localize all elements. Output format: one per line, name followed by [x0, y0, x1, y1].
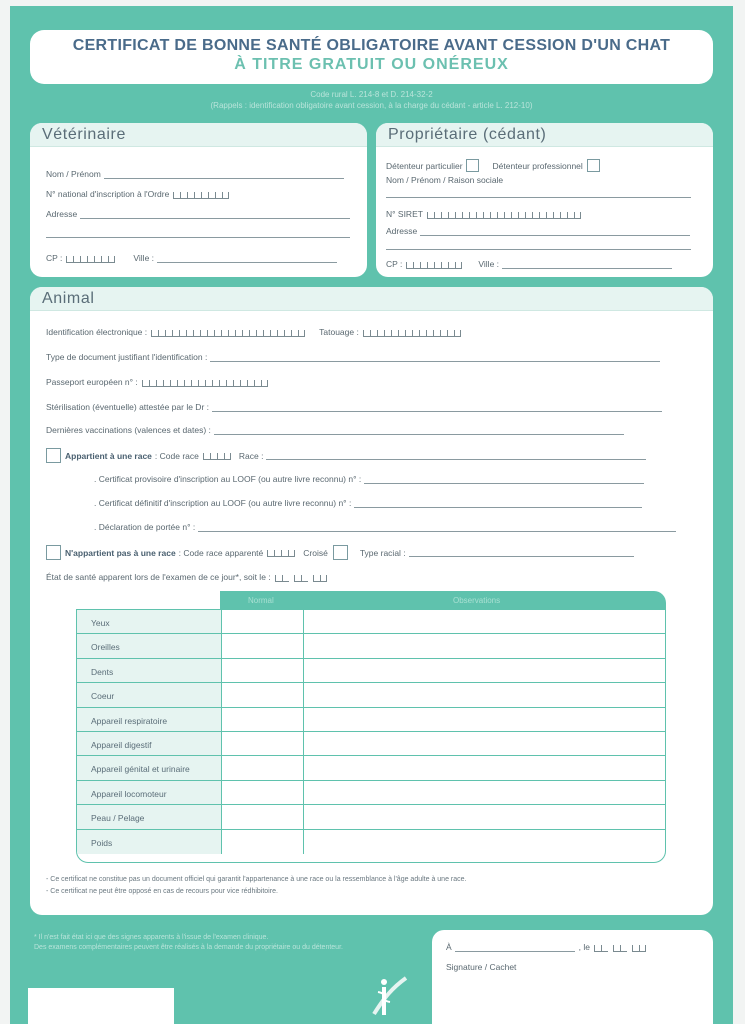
etat-sante-row[interactable]	[46, 572, 327, 582]
code-race-apparente-label: : Code race apparenté	[178, 547, 264, 558]
col-observations-header: Observations	[453, 596, 501, 605]
prop-cp-label: CP :	[386, 259, 403, 269]
signature-lieu-row[interactable]	[446, 942, 646, 952]
row-label: Appareil locomoteur	[77, 781, 222, 804]
croise-checkbox[interactable]	[333, 545, 348, 560]
normal-cell[interactable]	[222, 683, 304, 706]
signature-label: Signature / Cachet	[446, 962, 517, 972]
animal-identification-row[interactable]	[46, 327, 461, 337]
vet-cp-boxes[interactable]	[66, 254, 115, 263]
row-label: Oreilles	[77, 634, 222, 657]
prop-cp-row[interactable]	[386, 259, 672, 269]
prop-siret-row[interactable]	[386, 209, 581, 219]
vaccinations-row[interactable]	[46, 425, 624, 435]
prop-professionnel-label: Détenteur professionnel	[492, 160, 583, 171]
row-label: Coeur	[77, 683, 222, 706]
type-document-label: Type de document justifiant l'identification :	[46, 352, 208, 362]
row-label: Yeux	[77, 610, 222, 633]
croise-label: Croisé	[303, 547, 328, 558]
normal-cell[interactable]	[222, 781, 304, 804]
appartient-race-checkbox[interactable]	[46, 448, 61, 463]
observations-cell[interactable]	[304, 708, 665, 731]
napp-race-checkbox[interactable]	[46, 545, 61, 560]
cert-provisoire-field[interactable]	[364, 475, 644, 484]
declaration-portee-label: . Déclaration de portée n° :	[94, 522, 196, 532]
vet-ordre-label: N° national d'inscription à l'Ordre	[46, 189, 170, 199]
observations-cell[interactable]	[304, 683, 665, 706]
vet-ordre-boxes[interactable]	[173, 190, 229, 199]
row-label: Poids	[77, 830, 222, 854]
row-label: Dents	[77, 659, 222, 682]
type-racial-field[interactable]	[409, 548, 634, 557]
observations-cell[interactable]	[304, 830, 665, 854]
observations-cell[interactable]	[304, 805, 665, 828]
title-box	[30, 30, 713, 84]
page-subtitle: À TITRE GRATUIT OU ONÉREUX	[234, 56, 509, 73]
vet-nom-row[interactable]	[46, 169, 344, 179]
tatouage-boxes[interactable]	[363, 328, 461, 337]
vet-cp-label: CP :	[46, 253, 63, 263]
table-row	[77, 781, 665, 805]
row-label: Appareil respiratoire	[77, 708, 222, 731]
napp-race-row[interactable]	[46, 545, 634, 560]
prop-ville-label: Ville :	[478, 259, 500, 269]
race-field[interactable]	[266, 451, 646, 460]
sterilisation-row[interactable]	[46, 402, 662, 412]
observations-cell[interactable]	[304, 610, 665, 633]
cert-provisoire-row[interactable]	[94, 474, 644, 484]
type-document-field[interactable]	[210, 353, 660, 362]
vet-adresse-row-2[interactable]	[46, 229, 350, 238]
table-row	[77, 610, 665, 634]
code-race-label: : Code race	[154, 450, 199, 461]
cert-definitif-field[interactable]	[354, 499, 642, 508]
cert-provisoire-label: . Certificat provisoire d'inscription au LOOF (ou autre livre reconnu) n° :	[94, 474, 362, 484]
prop-nom-field[interactable]	[386, 189, 691, 198]
proprietaire-heading: Propriétaire (cédant)	[376, 123, 713, 147]
vet-adresse-field-2[interactable]	[46, 229, 350, 238]
observations-cell[interactable]	[304, 756, 665, 779]
health-table	[76, 609, 666, 863]
table-row	[77, 683, 665, 707]
vet-ordre-row[interactable]	[46, 189, 229, 199]
type-racial-label: Type racial :	[359, 547, 406, 558]
observations-cell[interactable]	[304, 732, 665, 755]
table-row	[77, 708, 665, 732]
row-label: Appareil digestif	[77, 732, 222, 755]
normal-cell[interactable]	[222, 732, 304, 755]
prop-siret-boxes[interactable]	[427, 210, 581, 219]
normal-cell[interactable]	[222, 830, 304, 854]
etat-sante-date-boxes[interactable]	[275, 573, 327, 582]
table-row	[77, 805, 665, 829]
table-row	[77, 634, 665, 658]
observations-cell[interactable]	[304, 659, 665, 682]
footnote-1: * Il n'est fait état ici que des signes apparents à l'issue de l'examen clinique.	[34, 934, 269, 941]
prop-nom-label: Nom / Prénom / Raison sociale	[386, 175, 504, 185]
vet-adresse-row[interactable]	[46, 209, 350, 219]
vet-adresse-field[interactable]	[80, 210, 350, 219]
animal-heading: Animal	[30, 287, 713, 311]
vet-nom-field[interactable]	[104, 170, 344, 179]
certificate-sheet	[10, 6, 733, 1024]
normal-cell[interactable]	[222, 708, 304, 731]
race-label: Race :	[238, 450, 264, 461]
prop-siret-label: N° SIRET	[386, 209, 423, 219]
veterinaire-panel	[30, 123, 367, 277]
code-race-boxes[interactable]	[203, 451, 231, 460]
signature-panel	[432, 930, 713, 1024]
note-1: - Ce certificat ne constitue pas un document officiel qui garantit l'appartenance à une race ou la ressemblance à l'âge adulte à une race.	[46, 876, 467, 883]
prop-adresse-field[interactable]	[420, 227, 690, 236]
type-document-row[interactable]	[46, 352, 660, 362]
prop-professionnel-checkbox[interactable]	[587, 159, 600, 172]
vet-ville-field[interactable]	[157, 254, 337, 263]
note-2: - Ce certificat ne peut être opposé en cas de recours pour vice rédhibitoire.	[46, 888, 278, 895]
vet-cp-row[interactable]	[46, 253, 337, 263]
napp-race-label: N'appartient pas à une race	[65, 547, 176, 558]
prop-adresse-label: Adresse	[386, 226, 418, 236]
observations-cell[interactable]	[304, 781, 665, 804]
date-label: , le	[578, 942, 591, 952]
proprietaire-panel	[376, 123, 713, 277]
passeport-label: Passeport européen n° :	[46, 377, 138, 387]
cert-definitif-label: . Certificat définitif d'inscription au LOOF (ou autre livre reconnu) n° :	[94, 498, 352, 508]
sterilisation-label: Stérilisation (éventuelle) attestée par le Dr :	[46, 402, 209, 412]
table-row	[77, 756, 665, 780]
cert-definitif-row[interactable]	[94, 498, 642, 508]
lieu-field[interactable]	[455, 943, 575, 952]
prop-ville-field[interactable]	[502, 260, 672, 269]
table-row	[77, 732, 665, 756]
declaration-portee-field[interactable]	[198, 523, 676, 532]
prop-particulier-label: Détenteur particulier	[386, 160, 463, 171]
signature-date-boxes[interactable]	[594, 943, 646, 952]
identification-label: Identification électronique :	[46, 327, 148, 337]
normal-cell[interactable]	[222, 634, 304, 657]
normal-cell[interactable]	[222, 659, 304, 682]
rappels-ref: (Rappels : identification obligatoire avant cession, à la charge du cédant - article L. 212-10)	[210, 101, 533, 110]
passeport-row[interactable]	[46, 377, 268, 387]
health-table-header	[220, 591, 666, 609]
vet-ville-label: Ville :	[133, 253, 155, 263]
code-rural-ref: Code rural L. 214-8 et D. 214-32-2	[310, 90, 433, 99]
normal-cell[interactable]	[222, 805, 304, 828]
tatouage-label: Tatouage :	[319, 327, 359, 337]
prop-nom-label-row	[386, 175, 503, 185]
sterilisation-field[interactable]	[212, 403, 662, 412]
identification-boxes[interactable]	[151, 328, 305, 337]
table-row	[77, 659, 665, 683]
ordre-logo-icon	[370, 974, 410, 1020]
declaration-portee-row[interactable]	[94, 522, 676, 532]
table-row	[77, 830, 665, 854]
prop-adresse-row[interactable]	[386, 226, 690, 236]
observations-cell[interactable]	[304, 634, 665, 657]
prop-detenteur-row	[386, 159, 600, 172]
vet-nom-label: Nom / Prénom	[46, 169, 101, 179]
appartient-race-row[interactable]	[46, 448, 646, 463]
lieu-label: À	[446, 942, 452, 952]
row-label: Appareil génital et urinaire	[77, 756, 222, 779]
veterinaire-heading: Vétérinaire	[30, 123, 367, 147]
prop-adresse-row-2[interactable]	[386, 241, 691, 250]
appartient-race-label: Appartient à une race	[65, 450, 152, 461]
normal-cell[interactable]	[222, 756, 304, 779]
vaccinations-label: Dernières vaccinations (valences et dates) :	[46, 425, 211, 435]
row-label: Peau / Pelage	[77, 805, 222, 828]
normal-cell[interactable]	[222, 610, 304, 633]
footnote-2: Des examens complémentaires peuvent être réalisés à la demande du propriétaire ou du détenteur.	[34, 944, 343, 951]
blank-stamp-area	[28, 988, 174, 1024]
prop-cp-boxes[interactable]	[406, 260, 462, 269]
etat-sante-label: État de santé apparent lors de l'examen de ce jour*, soit le :	[46, 572, 271, 582]
col-normal-header: Normal	[248, 596, 274, 605]
prop-nom-row[interactable]	[386, 189, 691, 198]
code-race-apparente-boxes[interactable]	[267, 548, 295, 557]
prop-adresse-field-2[interactable]	[386, 241, 691, 250]
vet-adresse-label: Adresse	[46, 209, 78, 219]
signature-row	[446, 962, 516, 972]
prop-particulier-checkbox[interactable]	[466, 159, 479, 172]
page-title: CERTIFICAT DE BONNE SANTÉ OBLIGATOIRE AVANT CESSION D'UN CHAT	[72, 37, 671, 54]
passeport-boxes[interactable]	[142, 378, 268, 387]
vaccinations-field[interactable]	[214, 426, 624, 435]
